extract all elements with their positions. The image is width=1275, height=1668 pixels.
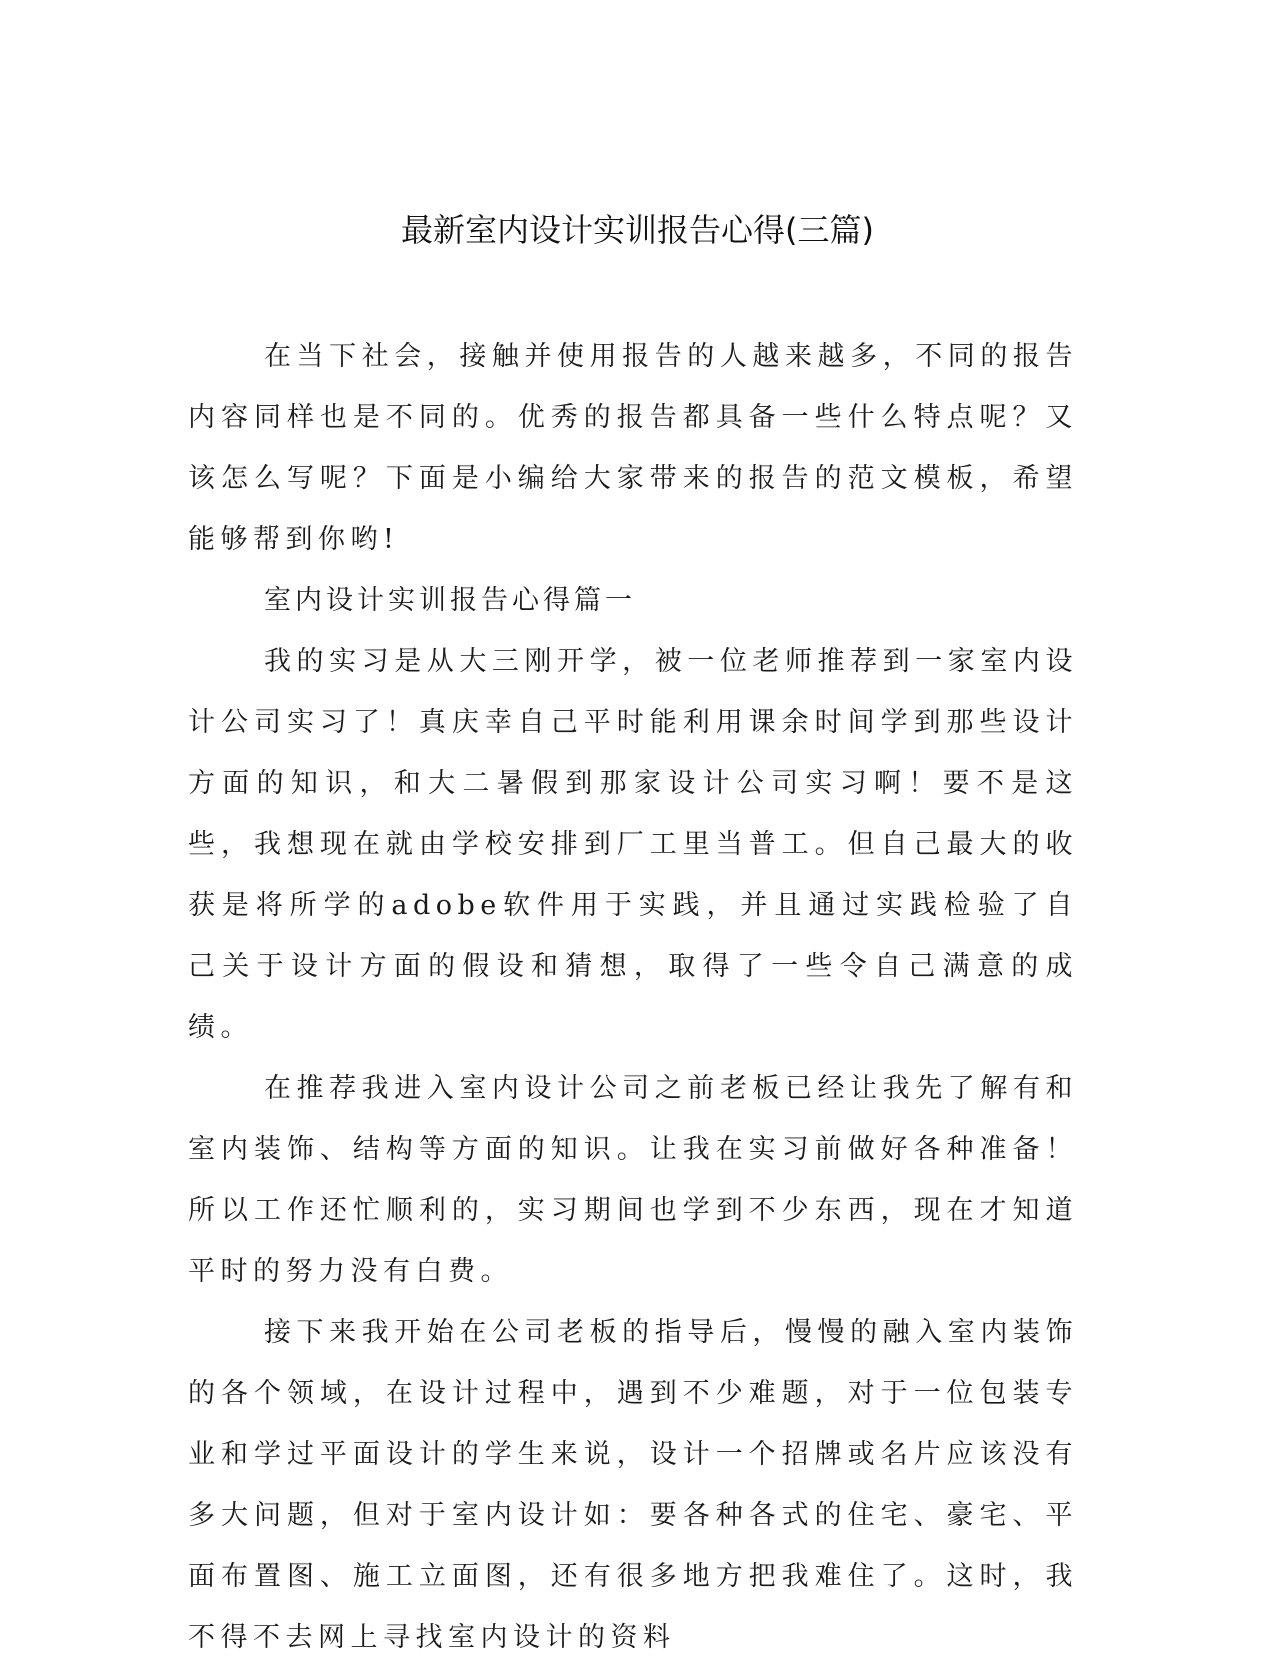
document-title: 最新室内设计实训报告心得(三篇) (401, 211, 874, 249)
body-paragraph: 接下来我开始在公司老板的指导后，慢慢的融入室内装饰的各个领域，在设计过程中，遇到不少难题，对于一位包装专业和学过平面设计的学生来说，设计一个招牌或名片应该没有多大问题，但对于室内设计如：要各种各式的住宅、豪宅、平面布置图、施工立面图，还有很多地方把我难住了。这时，我不得不去网上寻找室内设计的资料 (188, 1317, 1078, 1653)
intro-paragraph: 在当下社会，接触并使用报告的人越来越多，不同的报告内容同样也是不同的。优秀的报告都具备一些什么特点呢？又该怎么写呢？下面是小编给大家带来的报告的范文模板，希望能够帮到你哟! (188, 341, 1078, 555)
document-body (188, 326, 1078, 1668)
body-paragraph: 在推荐我进入室内设计公司之前老板已经让我先了解有和室内装饰、结构等方面的知识。让我在实习前做好各种准备！所以工作还忙顺利的，实习期间也学到不少东西，现在才知道平时的努力没有白费。 (188, 1073, 1078, 1287)
body-paragraph: 我的实习是从大三刚开学，被一位老师推荐到一家室内设计公司实习了！真庆幸自己平时能利用课余时间学到那些设计方面的知识，和大二暑假到那家设计公司实习啊！要不是这些，我想现在就由学校安排到厂工里当普工。但自己最大的收获是将所学的adobe软件用于实践，并且通过实践检验了自己关于设计方面的假设和猜想，取得了一些令自己满意的成绩。 (188, 646, 1078, 1043)
section-heading: 室内设计实训报告心得篇一 (264, 585, 636, 616)
